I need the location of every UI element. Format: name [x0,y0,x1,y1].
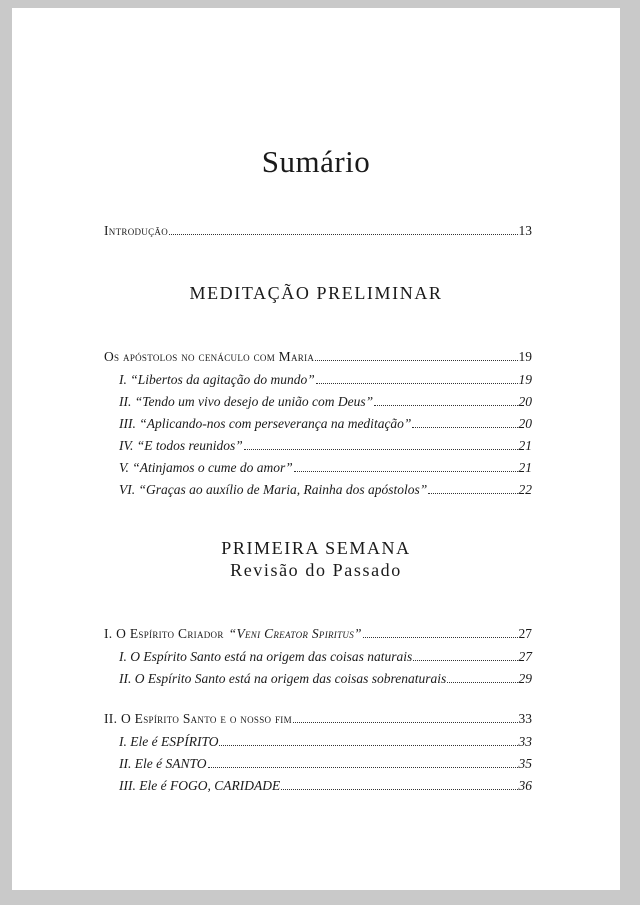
toc-subentry[interactable] [119,459,532,477]
leader-dots [294,459,518,472]
book-page [12,8,620,890]
toc-entry-label: II. O Espírito Santo está na origem das coisas sobrenaturais [119,671,447,686]
toc-entry-label: II. O Espírito Santo e o nosso fim [104,711,292,726]
toc-page-number: 20 [518,416,532,431]
toc-entry-label: Introdução [104,223,168,238]
toc-entry-label: I. “Libertos da agitação do mundo” [119,372,315,387]
toc-entry-espirito-criador[interactable] [104,625,532,643]
toc-page-number: 13 [518,223,532,238]
toc-page-number: 27 [518,649,532,664]
toc-page-number: 21 [518,460,532,475]
toc-subentry[interactable] [119,393,532,411]
toc-entry-label: V. “Atinjamos o cume do amor” [119,460,293,475]
toc-entry-apostolos[interactable] [104,348,532,366]
toc-page-number: 36 [518,778,532,793]
toc-page-number: 19 [518,349,532,364]
toc-entry-label: I. Ele é ESPÍRITO [119,734,219,749]
toc-entry-latin-label: “Veni Creator Spiritus” [228,626,362,641]
leader-dots [447,670,517,683]
section-subheading-semana: Revisão do Passado [230,560,402,580]
leader-dots [374,393,517,406]
toc-entry-label: IV. “E todos reunidos” [119,438,243,453]
toc-entry-espirito-santo[interactable] [104,710,532,728]
toc-page-number: 22 [518,482,532,497]
leader-dots [316,371,518,384]
toc-page-number: 27 [518,626,532,641]
toc-entry-label: II. “Tendo um vivo desejo de união com Deus” [119,394,374,409]
leader-dots [219,733,517,746]
leader-dots [428,481,517,494]
toc-subentry[interactable] [119,371,532,389]
toc-page-number: 29 [518,671,532,686]
page-title: Sumário [261,144,371,179]
toc-page-number: 33 [518,711,532,726]
section-heading-semana: PRIMEIRA SEMANA [221,538,411,558]
toc-page-number: 35 [518,756,532,771]
leader-dots [412,415,517,428]
toc-subentry[interactable] [119,670,532,688]
toc-page-number: 21 [518,438,532,453]
toc-entry-label: Os apóstolos no cenáculo com Maria [104,349,315,364]
toc-subentry[interactable] [119,415,532,433]
toc-entry-label: III. “Aplicando-nos com perseverança na meditação” [119,416,412,431]
toc-subentry[interactable] [119,437,532,455]
leader-dots [244,437,518,450]
toc-entry-label: I. O Espírito Santo está na origem das coisas naturais [119,649,413,664]
leader-dots [169,222,518,235]
toc-entry-label: III. Ele é FOGO, CARIDADE [119,778,281,793]
toc-entry-label: I. O Espírito Criador [104,626,224,641]
leader-dots [363,625,518,638]
toc-subentry[interactable] [119,648,532,666]
leader-dots [208,755,518,768]
toc-subentry[interactable] [119,733,532,751]
leader-dots [281,777,517,790]
toc-entry-introducao[interactable] [104,222,532,240]
toc-entry-label: VI. “Graças ao auxílio de Maria, Rainha dos apóstolos” [119,482,428,497]
section-heading-meditacao: MEDITAÇÃO PRELIMINAR [189,283,443,303]
leader-dots [413,648,517,661]
toc-page-number: 33 [518,734,532,749]
toc-page-number: 19 [518,372,532,387]
toc-subentry[interactable] [119,481,532,499]
toc-subentry[interactable] [119,755,532,773]
toc-entry-label: II. Ele é SANTO [119,756,207,771]
toc-subentry[interactable] [119,777,532,795]
leader-dots [315,348,517,361]
toc-page-number: 20 [518,394,532,409]
leader-dots [293,710,518,723]
